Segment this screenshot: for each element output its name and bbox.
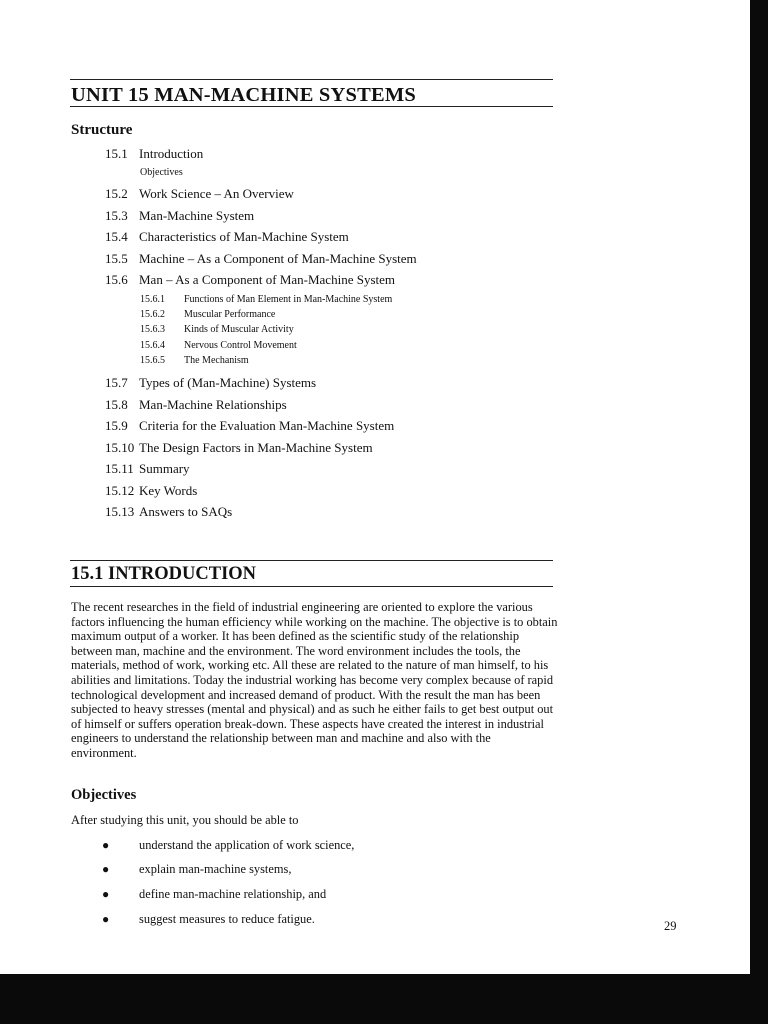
toc-subitem: [140, 355, 249, 366]
toc-label: Key Words: [139, 483, 198, 498]
toc-number: 15.6.1: [140, 294, 165, 305]
list-item: [102, 912, 315, 927]
list-item-text: understand the application of work science,: [139, 838, 355, 852]
toc-item: [105, 418, 394, 434]
objectives-heading: Objectives: [71, 787, 137, 803]
bullet-icon: ●: [102, 862, 110, 876]
toc-item: [105, 461, 190, 477]
structure-heading: Structure: [71, 122, 133, 138]
toc-label: Work Science – An Overview: [139, 186, 294, 201]
toc-item: [105, 251, 417, 267]
toc-label: Man – As a Component of Man-Machine System: [139, 272, 395, 287]
toc-item: [105, 208, 254, 224]
toc-label: Machine – As a Component of Man-Machine System: [139, 251, 417, 266]
toc-label: Criteria for the Evaluation Man-Machine System: [139, 418, 395, 433]
toc-number: 15.6.5: [140, 355, 165, 366]
toc-number: 15.4: [105, 229, 128, 244]
bullet-icon: ●: [102, 912, 110, 926]
intro-paragraph: The recent researches in the field of industrial engineering are oriented to explore the various factors influencing the human efficiency while working on the machine. The objective is to obtain maximum output of a worker. It has been defined as the scientific study of the relationship between man, machine and the environment. The word environment includes the tools, the materials, method of work, working etc. All these are related to the nature of man himself, to his abilities and limitations. Today the industrial working has become very complex because of rapid technological development and increased demand of product. With the result the man has been subjected to heavy stresses (mental and physical) and as such he either fails to get best output out of himself or suffers operation break-down. These aspects have created the interest in industrial engineers to understand the relationship between man and machine and also with the environment.: [71, 600, 558, 760]
toc-label: Man-Machine Relationships: [139, 397, 287, 412]
toc-number: 15.13: [105, 504, 135, 519]
toc-label: Kinds of Muscular Activity: [184, 324, 294, 335]
toc-label: Introduction: [139, 146, 204, 161]
scan-edge-right: [750, 0, 768, 1024]
bullet-icon: ●: [102, 838, 110, 852]
toc-label: Man-Machine System: [139, 208, 255, 223]
toc-item: [105, 186, 294, 202]
toc-number: 15.11: [105, 461, 134, 476]
toc-number: 15.2: [105, 186, 128, 201]
list-item-text: define man-machine relationship, and: [139, 887, 327, 901]
toc-item: [105, 504, 232, 520]
toc-number: 15.5: [105, 251, 128, 266]
toc-subitem: [140, 294, 392, 305]
toc-label: Types of (Man-Machine) Systems: [139, 375, 317, 390]
toc-label: Nervous Control Movement: [184, 340, 297, 351]
top-rule: [70, 79, 553, 80]
toc-item: [105, 483, 197, 499]
toc-number: 15.12: [105, 483, 135, 498]
list-item: [102, 887, 326, 902]
toc-label: Characteristics of Man-Machine System: [139, 229, 349, 244]
toc-number: 15.6: [105, 272, 128, 287]
page-number: 29: [664, 919, 677, 933]
list-item: [102, 838, 354, 853]
toc-note: Objectives: [140, 167, 183, 178]
list-item-text: explain man-machine systems,: [139, 862, 292, 876]
scan-edge-bottom: [0, 974, 768, 1024]
toc-label: The Mechanism: [184, 355, 249, 366]
toc-label: Answers to SAQs: [139, 504, 233, 519]
toc-item: [105, 272, 395, 288]
toc-number: 15.3: [105, 208, 128, 223]
toc-number: 15.6.4: [140, 340, 165, 351]
section-title-underline: [70, 586, 553, 587]
toc-subitem: [140, 309, 275, 320]
objectives-lead: After studying this unit, you should be able to: [71, 813, 299, 827]
bullet-icon: ●: [102, 887, 110, 901]
list-item-text: suggest measures to reduce fatigue.: [139, 912, 315, 926]
toc-label: The Design Factors in Man-Machine System: [139, 440, 373, 455]
toc-number: 15.6.2: [140, 309, 165, 320]
section-title: 15.1 INTRODUCTION: [71, 564, 257, 584]
toc-item: [105, 440, 373, 456]
toc-item: [105, 397, 287, 413]
toc-item: [105, 375, 316, 391]
list-item: [102, 862, 291, 877]
toc-subitem: [140, 340, 297, 351]
toc-number: 15.9: [105, 418, 128, 433]
unit-title-underline: [70, 106, 553, 107]
toc-subitem: [140, 324, 294, 335]
toc-number: 15.10: [105, 440, 135, 455]
toc-item: [105, 229, 349, 245]
toc-number: 15.7: [105, 375, 128, 390]
unit-title: UNIT 15 MAN-MACHINE SYSTEMS: [71, 84, 417, 106]
toc-number: 15.6.3: [140, 324, 165, 335]
toc-label: Muscular Performance: [184, 309, 276, 320]
toc-number: 15.1: [105, 146, 128, 161]
toc-label: Summary: [139, 461, 190, 476]
section-top-rule: [70, 560, 553, 561]
toc-label: Functions of Man Element in Man-Machine System: [184, 294, 393, 305]
toc-item: [105, 146, 203, 162]
toc-number: 15.8: [105, 397, 128, 412]
